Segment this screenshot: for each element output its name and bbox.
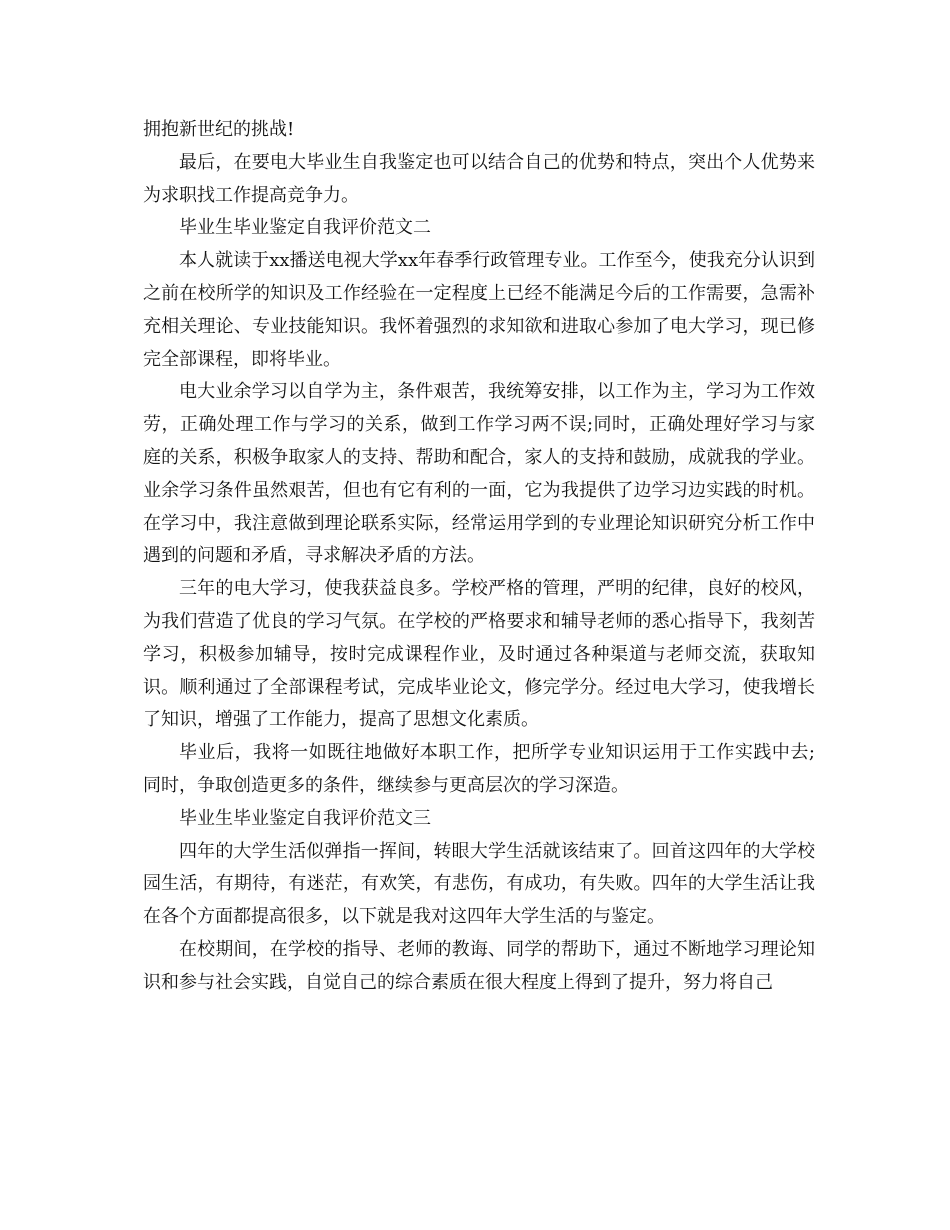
section-heading-sample-three: 毕业生毕业鉴定自我评价范文三: [179, 807, 431, 829]
paragraph-three-years: 三年的电大学习，使我获益良多。学校严格的管理，严明的纪律，良好的校风，为我们营造了优良的学习气氛。在学校的严格要求和辅导老师的悉心指导下，我刻苦学习，积极参加辅导，按时完成课程作业，及时通过各种渠道与老师交流，获取知识。顺利通过了全部课程考试，完成毕业论文，修完学分。经过电大学习，使我增长了知识，增强了工作能力，提高了思想文化素质。: [143, 578, 815, 731]
paragraph-four-years: 四年的大学生活似弹指一挥间，转眼大学生活就该结束了。回首这四年的大学校园生活，有期待，有迷茫，有欢笑，有悲伤，有成功，有失败。四年的大学生活让我在各个方面都提高很多，以下就是我对这四年大学生活的与鉴定。: [143, 840, 815, 928]
document-page: [143, 114, 815, 1000]
paragraph-intro-study: 本人就读于xx播送电视大学xx年春季行政管理专业。工作至今，使我充分认识到之前在校所学的知识及工作经验在一定程度上已经不能满足今后的工作需要，急需补充相关理论、专业技能知识。我怀着强烈的求知欲和进取心参加了电大学习，现已修完全部课程，即将毕业。: [143, 250, 815, 370]
paragraph-part-time-study: 电大业余学习以自学为主，条件艰苦，我统筹安排，以工作为主，学习为工作效劳，正确处理工作与学习的关系，做到工作学习两不误;同时，正确处理好学习与家庭的关系，积极争取家人的支持、帮助和配合，家人的支持和鼓励，成就我的学业。业余学习条件虽然艰苦，但也有它有利的一面，它为我提供了边学习边实践的时机。在学习中，我注意做到理论联系实际，经常运用学到的专业理论知识研究分析工作中遇到的问题和矛盾，寻求解决矛盾的方法。: [143, 381, 815, 567]
paragraph-continuation: 拥抱新世纪的挑战!: [143, 119, 295, 140]
paragraph-at-school: 在校期间，在学校的指导、老师的教诲、同学的帮助下，通过不断地学习理论知识和参与社会实践，自觉自己的综合素质在很大程度上得到了提升，努力将自己: [143, 938, 815, 993]
paragraph-conclusion: 最后，在要电大毕业生自我鉴定也可以结合自己的优势和特点，突出个人优势来为求职找工作提高竞争力。: [143, 151, 815, 206]
paragraph-after-graduation: 毕业后，我将一如既往地做好本职工作，把所学专业知识运用于工作实践中去;同时，争取创造更多的条件，继续参与更高层次的学习深造。: [143, 742, 815, 796]
section-heading-sample-two: 毕业生毕业鉴定自我评价范文二: [179, 217, 431, 239]
